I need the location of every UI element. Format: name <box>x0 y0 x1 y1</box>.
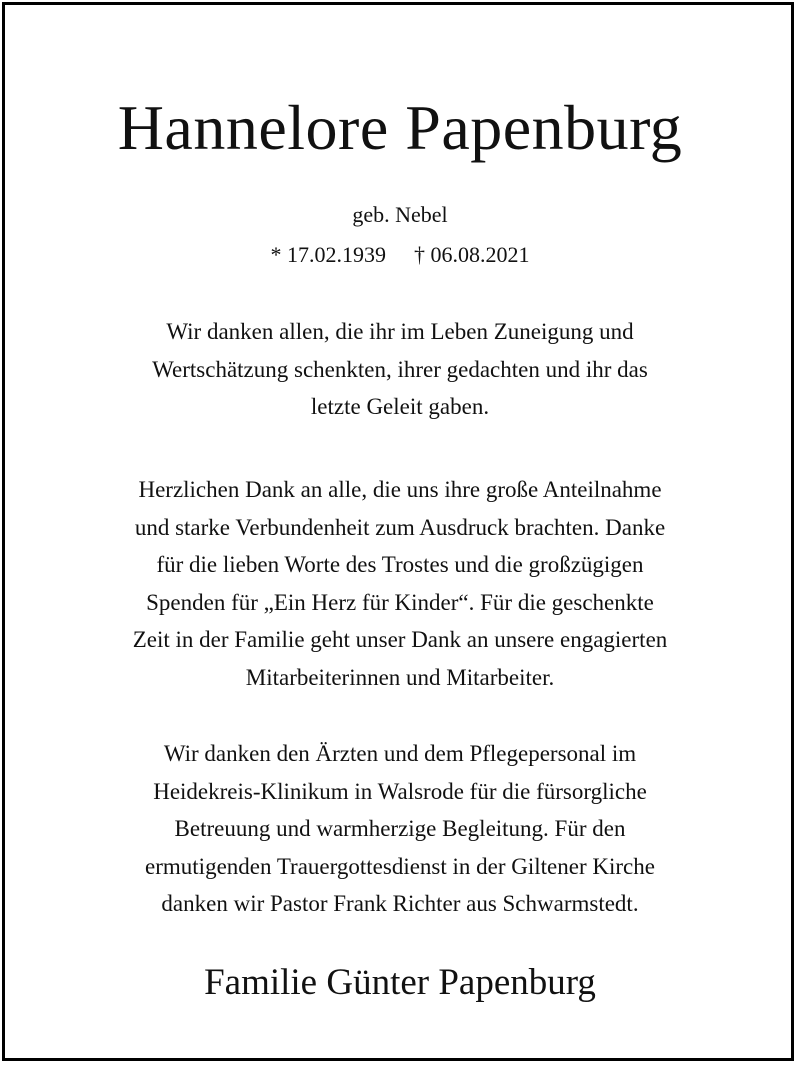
text-line: danken wir Pastor Frank Richter aus Schwarmstedt. <box>161 891 639 916</box>
text-line: Wertschätzung schenkten, ihrer gedachten und ihr das <box>152 356 648 382</box>
text-line: Herzlichen Dank an alle, die uns ihre große Anteilnahme <box>138 477 662 502</box>
text-line: und starke Verbundenheit zum Ausdruck brachten. Danke <box>134 514 666 540</box>
thanks-paragraph-2 <box>60 471 740 696</box>
thanks-paragraph-3 <box>60 735 740 923</box>
text-line: Heidekreis-Klinikum in Walsrode für die fürsorgliche <box>153 778 647 804</box>
death-date: † 06.08.2021 <box>414 242 530 267</box>
life-dates <box>0 240 800 270</box>
family-signature: Familie Günter Papenburg <box>204 962 596 1003</box>
deceased-name: Hannelore Papenburg <box>117 92 683 163</box>
text-line: letzte Geleit gaben. <box>310 394 490 419</box>
maiden-name: geb. Nebel <box>352 202 448 227</box>
text-line: Zeit in der Familie geht unser Dank an unsere engagierten <box>132 627 668 652</box>
text-line: für die lieben Worte des Trostes und die großzügigen <box>156 552 644 577</box>
text-line: Wir danken allen, die ihr im Leben Zuneigung und <box>166 319 634 344</box>
birth-date: * 17.02.1939 <box>270 242 386 267</box>
thanks-paragraph-1 <box>60 313 740 426</box>
text-line: Wir danken den Ärzten und dem Pflegepersonal im <box>163 741 637 766</box>
text-line: ermutigenden Trauergottesdienst in der Giltener Kirche <box>145 853 655 879</box>
text-line: Mitarbeiterinnen und Mitarbeiter. <box>245 664 555 690</box>
text-line: Spenden für „Ein Herz für Kinder“. Für die geschenkte <box>146 589 654 615</box>
text-line: Betreuung und warmherzige Begleitung. Für den <box>174 816 626 841</box>
